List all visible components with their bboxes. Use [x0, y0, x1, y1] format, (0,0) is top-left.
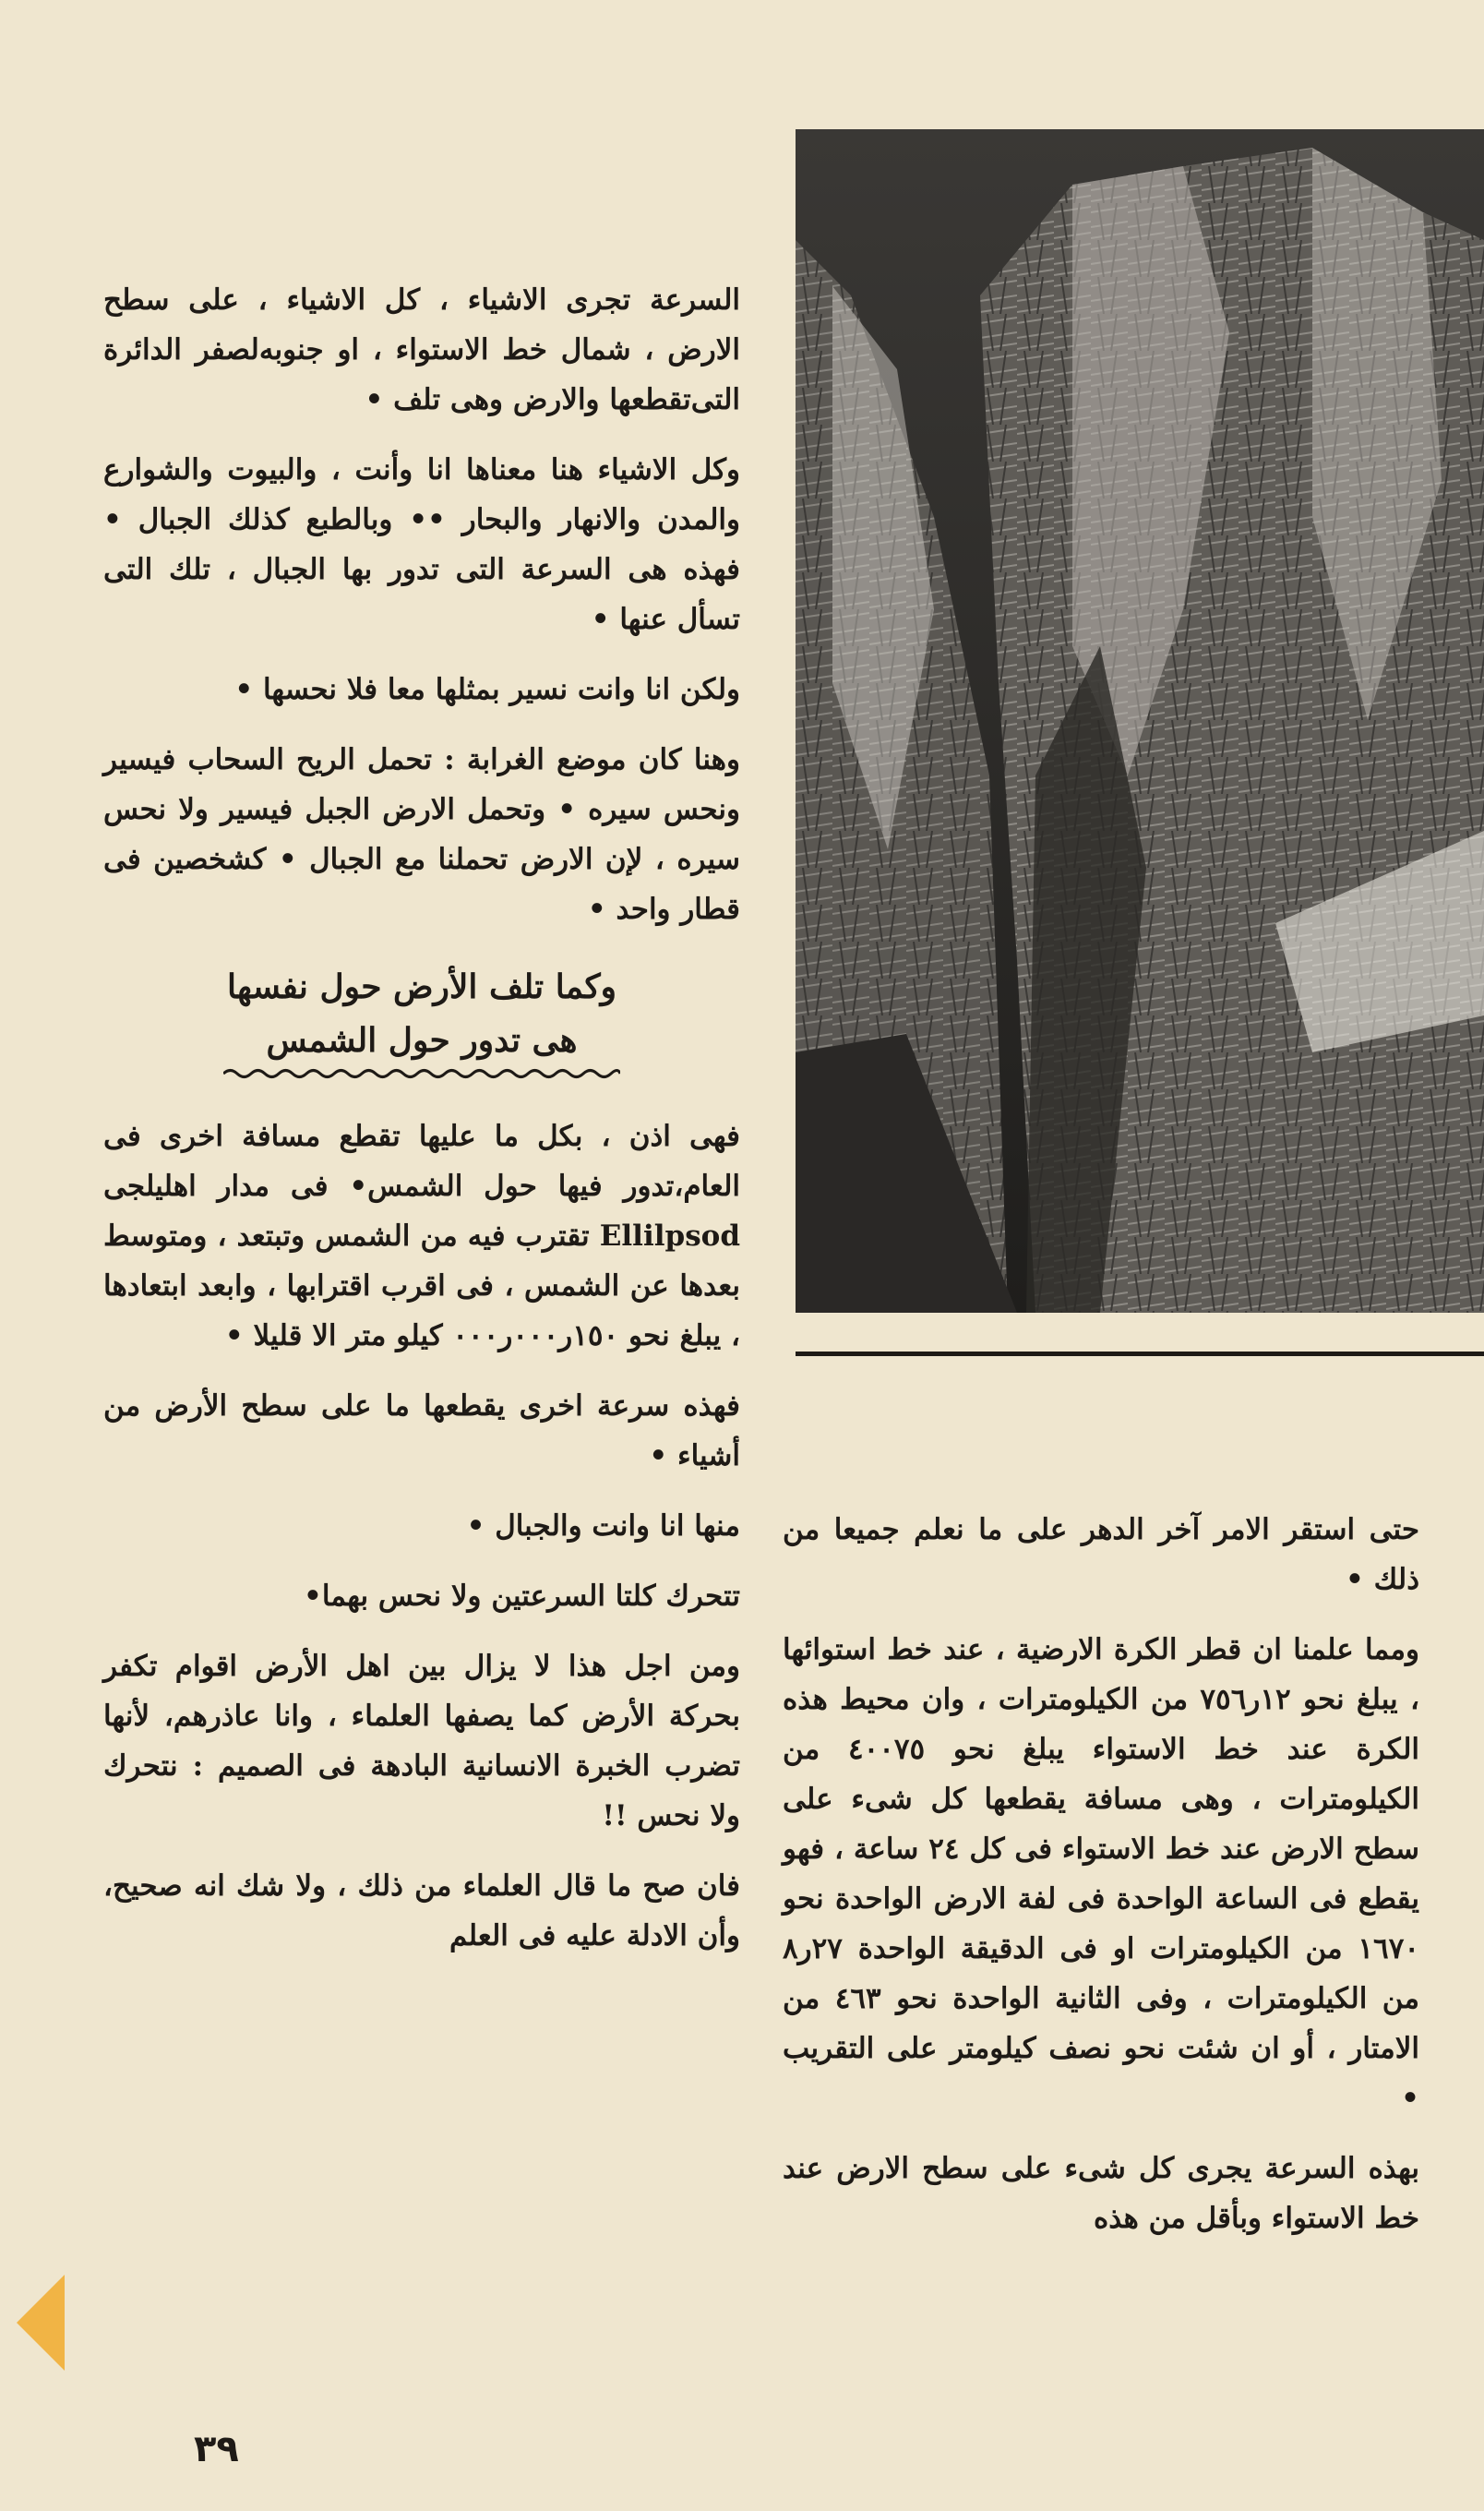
left-text-column	[103, 275, 740, 1981]
paragraph: ومما علمنا ان قطر الكرة الارضية ، عند خط استوائها ، يبلغ نحو ١٢ر٧٥٦ من الكيلومترات ، وان محيط هذه الكرة عند خط الاستواء يبلغ نحو ٤٠٠٧٥ من الكيلومترات ، وهى مسافة يقطعها كل شىء على سطح الارض عند خط الاستواء فى كل ٢٤ ساعة ، فهو يقطع فى الساعة الواحدة فى لفة الارض الواحدة نحو ١٦٧٠ من الكيلومترات او فى الدقيقة الواحدة ٢٧ر٨ من الكيلومترات ، وفى الثانية الواحدة نحو ٤٦٣ من الامتار ، أو ان شئت نحو نصف كيلومتر على التقريب •	[783, 1633, 1420, 2115]
wavy-underline	[223, 1067, 620, 1080]
paragraph: وكل الاشياء هنا معناها انا وأنت ، والبيوت والشوارع والمدن والانهار والبحار •• وبالطبع كذلك الجبال • فهذه هى السرعة التى تدور بها الجبال ، تلك التى تسأل عنها •	[103, 453, 740, 636]
mountain-cliff-image	[796, 129, 1484, 1313]
paragraph: فهى اذن ، بكل ما عليها تقطع مسافة اخرى فى العام،تدور فيها حول الشمس• فى مدار اهليلجى Ellilpsod تقترب فيه من الشمس وتبتعد ، ومتوسط بعدها عن الشمس ، فى اقرب اقترابها ، وابعد ابتعادها ، يبلغ نحو ١٥٠ر٠٠٠ر٠٠٠ كيلو متر الا قليلا •	[103, 1120, 740, 1352]
paragraph: تتحرك كلتا السرعتين ولا نحس بهما•	[304, 1580, 740, 1613]
right-text-column	[783, 1505, 1419, 2264]
paragraph: السرعة تجرى الاشياء ، كل الاشياء ، على سطح الارض ، شمال خط الاستواء ، او جنوبه‌لصفر الدائرة التى‌تقطعها والارض وهى تلف •	[103, 283, 740, 416]
paragraph: ولكن انا وانت نسير بمثلها معا فلا نحسها •	[234, 673, 740, 706]
paragraph: وهنا كان موضع الغرابة : تحمل الريح السحاب فيسير ونحس سيره • وتحمل الارض الجبل فيسير ولا نحس سيره ، لإن الارض تحملنا مع الجبال • كشخصين فى قطار واحد •	[103, 743, 740, 926]
paragraph: حتى استقر الامر آخر الدهر على ما نعلم جميعا من ذلك •	[783, 1513, 1419, 1596]
paragraph: بهذه السرعة يجرى كل شىء على سطح الارض عند خط الاستواء وبأقل من هذه	[783, 2152, 1419, 2235]
mountain-photo	[796, 129, 1484, 1313]
photo-divider-rule	[796, 1352, 1484, 1356]
paragraph: ومن اجل هذا لا يزال بين اهل الأرض اقوام تكفر بحركة الأرض كما يصفها العلماء ، وانا عاذرهم، لأنها تضرب الخبرة الانسانية البادهة فى الصميم : نتحرك ولا نحس !!	[103, 1650, 740, 1832]
heading-line-1: وكما تلف الأرض حول نفسها	[227, 967, 616, 1006]
paragraph: فهذه سرعة اخرى يقطعها ما على سطح الأرض من أشياء •	[103, 1389, 740, 1472]
paragraph: فان صح ما قال العلماء من ذلك ، ولا شك انه صحيح، وأن الادلة عليه فى العلم	[103, 1869, 740, 1952]
heading-line-2: هى تدور حول الشمس	[266, 1021, 578, 1060]
section-heading	[103, 960, 740, 1080]
paragraph: منها انا وانت والجبال •	[466, 1509, 740, 1543]
page-number: ٣٩	[194, 2428, 239, 2470]
page-turn-arrow-icon[interactable]	[17, 2275, 65, 2371]
